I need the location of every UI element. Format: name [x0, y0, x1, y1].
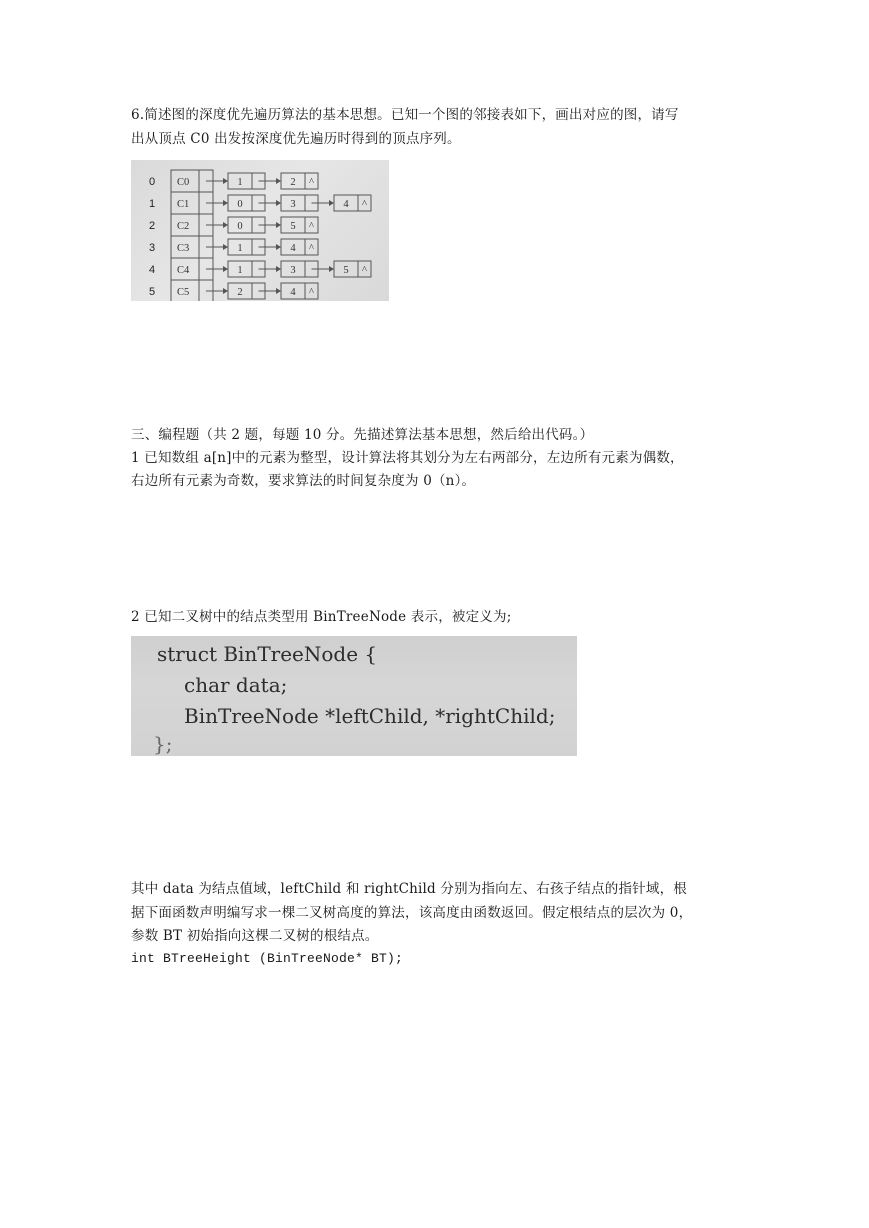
vertex-name-4: C4	[177, 265, 190, 276]
edge-arrowhead-1-1	[276, 200, 281, 206]
question-6-line-1: 6.简述图的深度优先遍历算法的基本思想。已知一个图的邻接表如下，画出对应的图，请写	[131, 107, 679, 123]
vertex-index-0: 0	[149, 176, 156, 188]
problem-1-line-2: 右边所有元素为奇数，要求算法的时间复杂度为 0（n）。	[131, 473, 476, 489]
edge-arrowhead-2-0	[223, 222, 228, 228]
struct-code-image	[131, 636, 577, 756]
vertex-name-0: C0	[177, 177, 190, 188]
edge-node-value-5-0: 2	[237, 287, 243, 298]
adjacency-list-diagram	[131, 160, 389, 301]
problem-1-line-1: 1 已知数组 a[n]中的元素为整型，设计算法将其划分为左右两部分，左边所有元素为偶数，	[131, 450, 684, 466]
edge-arrowhead-3-1	[276, 244, 281, 250]
edge-arrowhead-5-1	[276, 288, 281, 294]
code-line-2: char data;	[184, 673, 288, 697]
null-pointer-0: ^	[309, 177, 314, 188]
edge-node-value-0-1: 2	[290, 177, 296, 188]
edge-arrowhead-4-1	[276, 266, 281, 272]
edge-arrowhead-4-0	[223, 266, 228, 272]
edge-node-value-4-2: 5	[343, 265, 349, 276]
edge-arrowhead-1-0	[223, 200, 228, 206]
problem-2-intro: 2 已知二叉树中的结点类型用 BinTreeNode 表示，被定义为;	[131, 609, 512, 625]
code-line-1: struct BinTreeNode {	[157, 642, 378, 666]
null-pointer-5: ^	[309, 287, 314, 298]
edge-arrowhead-5-0	[223, 288, 228, 294]
code-line-4: };	[153, 732, 173, 756]
edge-node-value-3-1: 4	[290, 243, 296, 254]
edge-arrowhead-0-1	[276, 178, 281, 184]
description-line-1: 其中 data 为结点值域，leftChild 和 rightChild 分别为指向左、右孩子结点的指针域，根	[131, 881, 687, 897]
null-pointer-1: ^	[362, 199, 367, 210]
null-pointer-4: ^	[362, 265, 367, 276]
null-pointer-3: ^	[309, 243, 314, 254]
edge-node-value-3-0: 1	[237, 243, 243, 254]
vertex-name-5: C5	[177, 287, 190, 298]
code-line-3: BinTreeNode *leftChild, *rightChild;	[184, 704, 556, 728]
edge-node-value-1-2: 4	[343, 199, 349, 210]
null-pointer-2: ^	[309, 221, 314, 232]
vertex-index-3: 3	[149, 242, 156, 254]
edge-node-value-1-1: 3	[290, 199, 296, 210]
adjacency-list-image	[131, 160, 389, 301]
edge-node-value-5-1: 4	[290, 287, 296, 298]
question-6-line-2: 出从顶点 C0 出发按深度优先遍历时得到的顶点序列。	[131, 131, 461, 147]
edge-node-value-2-0: 0	[237, 221, 243, 232]
function-signature: int BTreeHeight (BinTreeNode* BT);	[131, 951, 404, 966]
vertex-index-2: 2	[149, 220, 156, 232]
edge-arrowhead-0-0	[223, 178, 228, 184]
section-3-heading: 三、编程题（共 2 题，每题 10 分。先描述算法基本思想，然后给出代码。）	[131, 427, 594, 443]
vertex-index-1: 1	[149, 198, 156, 210]
edge-node-value-2-1: 5	[290, 221, 296, 232]
edge-arrowhead-4-2	[329, 266, 334, 272]
edge-node-value-4-1: 3	[290, 265, 296, 276]
vertex-name-1: C1	[177, 199, 190, 210]
edge-node-value-0-0: 1	[237, 177, 243, 188]
vertex-name-3: C3	[177, 243, 190, 254]
edge-node-value-1-0: 0	[237, 199, 243, 210]
vertex-name-2: C2	[177, 221, 190, 232]
vertex-index-5: 5	[149, 286, 156, 298]
description-line-3: 参数 BT 初始指向这棵二叉树的根结点。	[131, 928, 379, 944]
description-line-2: 据下面函数声明编写求一棵二叉树高度的算法，该高度由函数返回。假定根结点的层次为 0，	[131, 905, 693, 921]
edge-arrowhead-1-2	[329, 200, 334, 206]
vertex-index-4: 4	[149, 264, 156, 276]
edge-arrowhead-3-0	[223, 244, 228, 250]
edge-arrowhead-2-1	[276, 222, 281, 228]
edge-node-value-4-0: 1	[237, 265, 243, 276]
